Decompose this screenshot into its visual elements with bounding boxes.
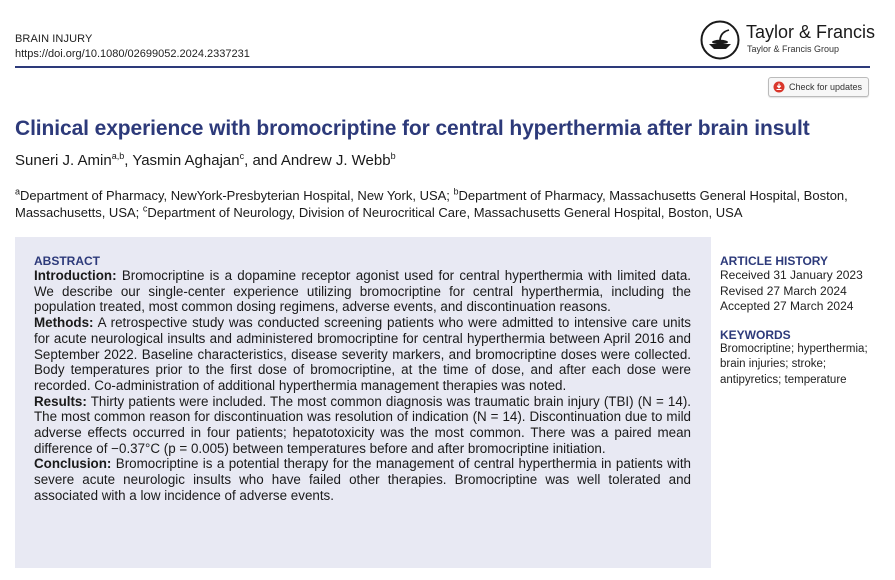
section-label: Results:	[34, 393, 87, 409]
section-label: Methods:	[34, 315, 94, 331]
author-name[interactable]: Suneri J. Amin	[15, 152, 112, 169]
article-title: Clinical experience with bromocriptine for central hyperthermia after brain insult	[15, 117, 810, 140]
affiliation-marker: c	[142, 203, 148, 214]
affiliation-marker: b	[453, 186, 459, 197]
abstract-introduction	[34, 268, 691, 315]
history-revised: Revised 27 March 2024	[720, 283, 847, 298]
article-history-heading: ARTICLE HISTORY	[720, 254, 829, 268]
affiliation-text: Department of Neurology, Division of Neurocritical Care, Massachusetts General Hospital, Boston, USA	[147, 205, 743, 220]
author-list	[15, 152, 396, 169]
journal-name: BRAIN INJURY	[15, 33, 93, 45]
keywords-heading: KEYWORDS	[720, 327, 791, 342]
section-text: Bromocriptine is a dopamine receptor agonist used for central hyperthermia with limited data. We describe our single-center experience utilizing bromocriptine for central hyperthermia, including the population treated, most common dosing regimens, adverse events, and discontinuation reasons.	[34, 268, 691, 315]
check-updates-icon	[773, 81, 785, 93]
abstract-box	[15, 237, 711, 568]
author-separator: , and	[244, 152, 281, 169]
publisher-group: Taylor & Francis Group	[747, 44, 840, 54]
author-affiliation-marker: b	[390, 151, 396, 161]
header-divider	[15, 66, 870, 68]
publisher-name: Taylor & Francis	[746, 22, 876, 42]
keywords-list: Bromocriptine; hyperthermia; brain injuries; stroke; antipyretics; temperature	[720, 342, 868, 386]
publisher-brand[interactable]	[700, 20, 880, 60]
article-sidebar	[720, 254, 880, 388]
history-received: Received 31 January 2023	[720, 268, 863, 282]
publisher-logo-icon	[700, 20, 740, 60]
affiliation-marker: a	[15, 186, 21, 197]
author-name[interactable]: Yasmin Aghajan	[132, 152, 240, 169]
section-label: Conclusion:	[34, 456, 112, 472]
section-text: Bromocriptine is a potential therapy for the management of central hyperthermia in patients with severe acute neurologic insults who have failed other therapies. Bromocriptine was well tolerated and associated with a low incidence of adverse events.	[34, 456, 691, 503]
affiliation-text: Department of Pharmacy, NewYork-Presbyterian Hospital, New York, USA;	[20, 188, 454, 203]
author-affiliation-marker: a,b	[111, 151, 125, 161]
author-affiliation-marker: c	[239, 151, 245, 161]
affiliations	[15, 187, 875, 221]
abstract-results	[34, 394, 691, 457]
abstract-conclusion	[34, 456, 691, 503]
check-updates-label: Check for updates	[789, 82, 863, 92]
author-separator: ,	[124, 152, 133, 169]
section-text: Thirty patients were included. The most common diagnosis was traumatic brain injury (TBI) (N = 14). The most common reason for discontinuation was resolution of indication (N = 14). Discontinuation due to mild adverse effects occurred in four patients; hepatotoxicity was the most common. There was a paired mean difference of −0.37°C (p = 0.005) between temperatures before and after bromocriptine initiation.	[34, 393, 691, 456]
section-text: A retrospective study was conducted screening patients who were admitted to intensive care units for acute neurological insults and administered bromocriptine for central hyperthermia between April 2016 and September 2022. Baseline characteristics, disease severity markers, and bromocriptine doses were collected. Body temperatures prior to the first dose of bromocriptine, at the time of dose, and after each dose were recorded. Co-administration of additional hyperthermia management therapies was noted.	[34, 315, 692, 393]
abstract-heading: ABSTRACT	[34, 254, 100, 268]
doi-link[interactable]: https://doi.org/10.1080/02699052.2024.2337231	[15, 48, 250, 60]
abstract-methods	[34, 315, 691, 394]
check-for-updates-button[interactable]	[768, 77, 869, 97]
history-accepted: Accepted 27 March 2024	[720, 299, 854, 313]
affiliation-text: Department of Pharmacy, Massachusetts General Hospital, Boston, Massachusetts, USA;	[15, 188, 848, 220]
section-label: Introduction:	[34, 268, 117, 283]
author-name[interactable]: Andrew J. Webb	[280, 152, 391, 169]
